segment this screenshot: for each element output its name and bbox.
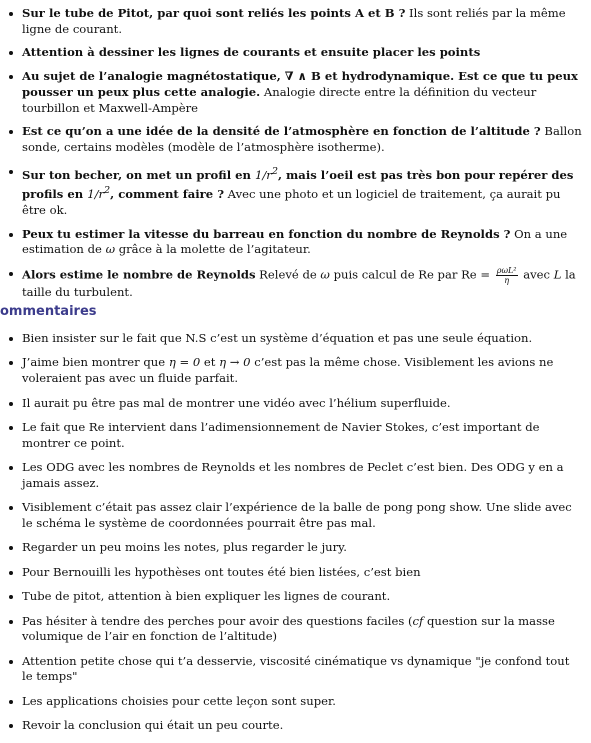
comments-list: [0, 331, 591, 743]
fraction-denominator: η: [504, 276, 510, 286]
answer-text: On a une estimation de: [22, 226, 568, 257]
list-item: [0, 164, 591, 219]
list-item: [0, 420, 591, 451]
answer-text: Avec une photo et un logiciel de traitement, ça aurait pu être ok.: [22, 187, 561, 217]
math-omega: ω: [105, 242, 116, 257]
question-text: Sur ton becher, on met un profil en: [22, 167, 255, 182]
comment-text: Tube de pitot, attention à bien expliquer les lignes de courant.: [22, 589, 391, 604]
answer-text: Ballon sonde, certains modèles (modèle de l’atmosphère isotherme).: [22, 124, 582, 155]
answer-text: Analogie directe entre la définition du vecteur tourbillon et Maxwell-Ampère: [22, 84, 537, 115]
cf-abbrev: cf: [412, 613, 424, 628]
question-text: Au sujet de l’analogie magnétostatique, ∇ ∧ B et hydrodynamique. Est ce que tu peux pousser un peux plus cette analogie.: [22, 69, 578, 99]
math-omega: ω: [320, 267, 330, 282]
question-text: Alors estime le nombre de Reynolds: [22, 267, 256, 282]
fraction-numerator: ρωL²: [496, 266, 517, 276]
list-item: [0, 6, 591, 37]
math-profile: $1/r^2$: [87, 185, 111, 202]
list-item: [0, 124, 591, 155]
comment-text: Attention petite chose qui t’a desservie, viscosité cinématique vs dynamique "je confond tout le temps": [22, 653, 570, 684]
list-item: [0, 500, 591, 531]
question-text: Sur le tube de Pitot, par quoi sont reliés les points A et B ?: [22, 6, 406, 20]
comment-text: c’est pas la même chose. Visiblement les avions ne voleraient pas avec un fluide parfait.: [22, 355, 554, 386]
comment-text: question sur la masse volumique de l’air en fonction de l’altitude): [22, 613, 555, 644]
answer-text: la taille du turbulent.: [22, 267, 576, 300]
list-item: [0, 45, 591, 61]
list-item: [0, 565, 591, 581]
math-eta-limit: η → 0: [219, 355, 251, 370]
math-L: L: [553, 267, 562, 282]
comment-text: Regarder un peu moins les notes, plus regarder le jury.: [22, 540, 347, 555]
math-profile: $1/r^2$: [254, 165, 278, 182]
list-item: [0, 654, 591, 685]
list-item: [0, 69, 591, 116]
list-item: [0, 614, 591, 645]
question-text: Peux tu estimer la vitesse du barreau en fonction du nombre de Reynolds ?: [22, 226, 511, 241]
list-item: [0, 718, 591, 734]
answer-text: grâce à la molette de l’agitateur.: [115, 242, 311, 257]
answer-text: Relevé de: [255, 267, 321, 282]
comment-text: Revoir la conclusion qui était un peu courte.: [22, 718, 284, 733]
question-text: , comment faire ?: [110, 187, 224, 202]
comment-text: Le fait que Re intervient dans l’adimensionnement de Navier Stokes, c’est important de montrer ce point.: [22, 420, 540, 450]
list-item: [0, 331, 591, 347]
list-item: [0, 355, 591, 386]
comment-text: Pas hésiter à tendre des perches pour avoir des questions faciles (: [22, 613, 413, 628]
comment-text: et: [200, 355, 220, 370]
question-text: , mais l’oeil est pas très bon pour repérer des profils en: [22, 167, 574, 202]
list-item: [0, 396, 591, 412]
comment-text: Visiblement c’était pas assez clair l’expérience de la balle de pong pong show. Une slide avec le schéma le système de coordonnées pourrait être pas mal.: [22, 500, 572, 530]
comment-text: Les ODG avec les nombres de Reynolds et les nombres de Peclet c’est bien. Des ODG y en a jamais assez.: [22, 460, 564, 490]
reynolds-fraction: [496, 266, 518, 285]
math-eta-zero: η = 0: [168, 355, 201, 370]
comment-text: J’aime bien montrer que: [22, 355, 169, 370]
answer-text: Ils sont reliés par la même ligne de courant.: [22, 6, 566, 36]
list-item: [0, 589, 591, 605]
question-text: Attention à dessiner les lignes de courants et ensuite placer les points: [22, 45, 481, 60]
list-item: [0, 266, 591, 301]
list-item: [0, 540, 591, 556]
comment-text: Il aurait pu être pas mal de montrer une vidéo avec l’hélium superfluide.: [22, 395, 451, 410]
section-title: ommentaires: [0, 304, 97, 319]
comment-text: Pour Bernouilli les hypothèses ont toutes été bien listées, c’est bien: [22, 564, 421, 579]
comment-text: Les applications choisies pour cette leçon sont super.: [22, 693, 336, 708]
list-item: [0, 694, 591, 710]
question-text: Est ce qu’on a une idée de la densité de l’atmosphère en fonction de l’altitude ?: [22, 124, 541, 139]
comment-text: Bien insister sur le fait que N.S c’est un système d’équation et pas une seule équation.: [22, 331, 533, 345]
answer-text: puis calcul de Re par Re =: [329, 267, 494, 282]
list-item: [0, 227, 591, 258]
list-item: [0, 460, 591, 491]
questions-list: [0, 6, 591, 309]
answer-text: avec: [519, 267, 554, 282]
